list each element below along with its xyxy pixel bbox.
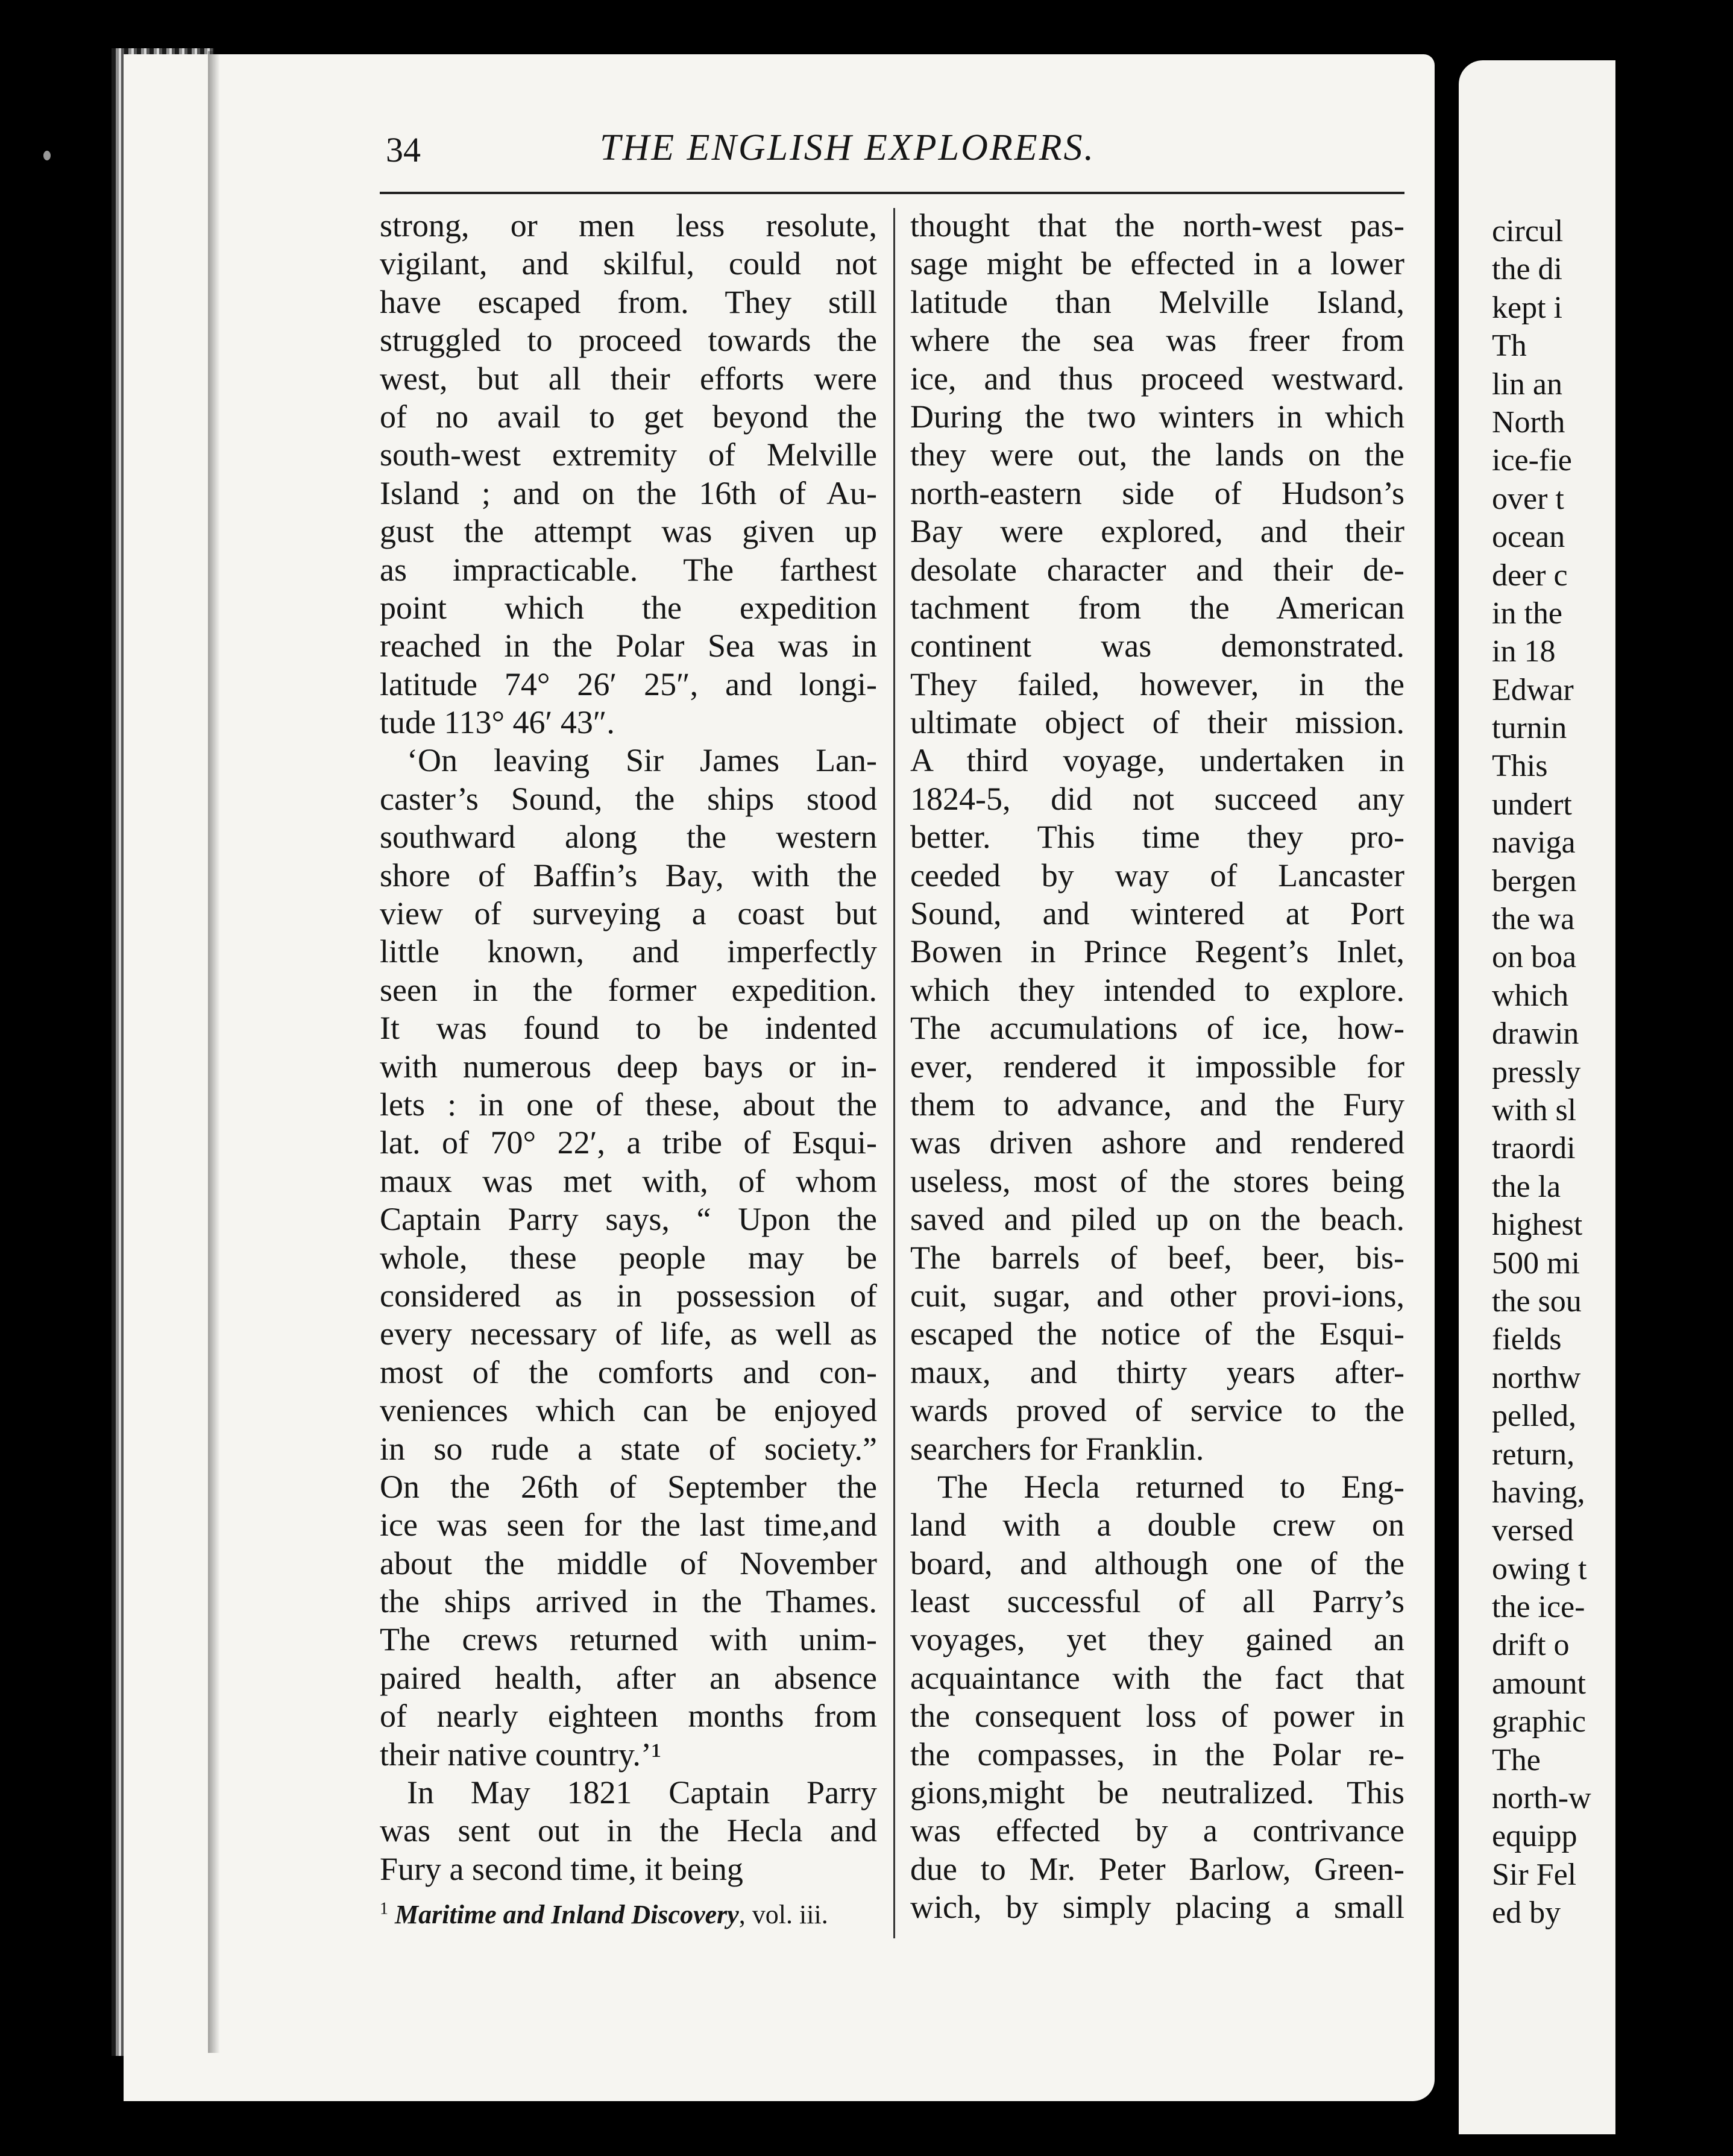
facing-page-line: undert <box>1492 787 1572 822</box>
left-column-line: reached in the Polar Sea was in <box>380 628 877 664</box>
left-column-line: ‘On leaving Sir James Lan- <box>407 742 877 779</box>
facing-page-line: drift o <box>1492 1628 1570 1663</box>
left-column-line: with numerous deep bays or in- <box>380 1048 877 1085</box>
left-column-line: every necessary of life, as well as <box>380 1316 877 1352</box>
right-column-line: acquaintance with the fact that <box>910 1659 1404 1696</box>
right-column-line: the compasses, in the Polar re- <box>910 1736 1404 1773</box>
facing-page-line: pelled, <box>1492 1399 1577 1434</box>
left-column-line: as impracticable. The farthest <box>380 551 877 588</box>
facing-page-line: equipp <box>1492 1819 1577 1854</box>
facing-page-line: return, <box>1492 1437 1575 1472</box>
right-column-line: least successful of all Parry’s <box>910 1583 1404 1620</box>
right-column-line: the consequent loss of power in <box>910 1698 1404 1735</box>
header-rule <box>380 192 1404 194</box>
left-column-line: point which the expedition <box>380 589 877 626</box>
left-column-line: of no avail to get beyond the <box>380 398 877 435</box>
left-column-line: Island ; and on the 16th of Au- <box>380 474 877 511</box>
left-column-line: lat. of 70° 22′, a tribe of Esqui- <box>380 1124 877 1161</box>
left-column-line: west, but all their efforts were <box>380 360 877 397</box>
facing-page-line: deer c <box>1492 558 1568 593</box>
left-column-line: On the 26th of September the <box>380 1468 877 1505</box>
right-column-line: them to advance, and the Fury <box>910 1086 1404 1123</box>
left-column-line: the ships arrived in the Thames. <box>380 1583 877 1620</box>
facing-page-line: which <box>1492 978 1569 1013</box>
right-column-line: which they intended to explore. <box>910 971 1404 1008</box>
right-column-line: cuit, sugar, and other provi-ions, <box>910 1277 1404 1314</box>
column-divider <box>893 208 895 1938</box>
left-column-line: Captain Parry says, “ Upon the <box>380 1201 877 1238</box>
facing-page-line: the la <box>1492 1169 1561 1204</box>
facing-page-line: Sir Fel <box>1492 1857 1577 1892</box>
facing-page-line: circul <box>1492 214 1564 248</box>
left-column-line: ice was seen for the last time,and <box>380 1507 877 1543</box>
right-column-line: wich, by simply placing a small <box>910 1889 1404 1926</box>
right-column-line: continent was demonstrated. <box>910 628 1404 664</box>
facing-page-line: kept i <box>1492 290 1562 325</box>
dust-speck <box>43 151 51 160</box>
right-column-line: better. This time they pro- <box>910 819 1404 856</box>
left-column-line: Fury a second time, it being <box>380 1850 743 1887</box>
left-column-line: paired health, after an absence <box>380 1659 877 1696</box>
left-column-line: strong, or men less resolute, <box>380 207 877 244</box>
left-column-line: southward along the western <box>380 819 877 856</box>
right-column-line: searchers for Franklin. <box>910 1430 1204 1467</box>
right-column-line: thought that the north-west pas- <box>910 207 1404 244</box>
left-column-line: struggled to proceed towards the <box>380 322 877 359</box>
facing-page-line: ed by <box>1492 1896 1561 1931</box>
facing-page-line: turnin <box>1492 711 1567 746</box>
left-column-line: south-west extremity of Melville <box>380 437 877 473</box>
right-column-line: Bay were explored, and their <box>910 513 1404 550</box>
facing-page-line: with sl <box>1492 1092 1577 1127</box>
right-column-line: board, and although one of the <box>910 1545 1404 1581</box>
right-column-line: 1824-5, did not succeed any <box>910 780 1404 817</box>
left-column-line: was sent out in the Hecla and <box>380 1812 877 1849</box>
left-column-line: whole, these people may be <box>380 1239 877 1276</box>
right-column-line: tachment from the American <box>910 589 1404 626</box>
facing-page-line: North <box>1492 405 1565 440</box>
facing-page-line: over t <box>1492 481 1564 516</box>
right-column-line: ever, rendered it impossible for <box>910 1048 1404 1085</box>
facing-page-line: graphic <box>1492 1704 1586 1739</box>
right-column-line: A third voyage, undertaken in <box>910 742 1404 779</box>
page-binding-shadow <box>208 51 220 2053</box>
facing-page-line: northw <box>1492 1360 1581 1395</box>
right-column-line: where the sea was freer from <box>910 322 1404 359</box>
right-column-line: maux, and thirty years after- <box>910 1354 1404 1390</box>
facing-page-line: The <box>1492 1742 1541 1777</box>
right-column-line: they were out, the lands on the <box>910 437 1404 473</box>
right-column-line: They failed, however, in the <box>910 666 1404 702</box>
left-column-line: their native country.’¹ <box>380 1736 662 1773</box>
facing-page-line: traordi <box>1492 1131 1576 1166</box>
right-column-line: north-eastern side of Hudson’s <box>910 474 1404 511</box>
facing-page-line: highest <box>1492 1208 1583 1243</box>
facing-page-line: the di <box>1492 252 1562 287</box>
left-column-line: gust the attempt was given up <box>380 513 877 550</box>
facing-page-line: ice-fie <box>1492 443 1572 478</box>
footnote-marker: 1 <box>380 1899 388 1918</box>
facing-page-line: Th <box>1492 329 1527 364</box>
facing-page-line: the ice- <box>1492 1590 1585 1625</box>
facing-page-line: fields <box>1492 1322 1562 1357</box>
page-header <box>386 127 1404 178</box>
right-column-line: Sound, and wintered at Port <box>910 895 1404 932</box>
facing-page-text <box>1492 212 1733 1932</box>
facing-page <box>1459 60 1615 2134</box>
right-column-line: escaped the notice of the Esqui- <box>910 1316 1404 1352</box>
footnote-volume: , vol. iii. <box>738 1900 828 1929</box>
facing-page-line: versed <box>1492 1513 1574 1548</box>
right-column-line: desolate character and their de- <box>910 551 1404 588</box>
right-column-line: wards proved of service to the <box>910 1392 1404 1429</box>
right-column-line: saved and piled up on the beach. <box>910 1201 1404 1238</box>
facing-page-line: Edwar <box>1492 672 1574 707</box>
left-column-line: lets : in one of these, about the <box>380 1086 877 1123</box>
facing-page-line: north-w <box>1492 1781 1591 1816</box>
left-column-line: veniences which can be enjoyed <box>380 1392 877 1429</box>
facing-page-line: drawin <box>1492 1017 1579 1051</box>
left-column-line: vigilant, and skilful, could not <box>380 245 877 282</box>
right-column-line: was effected by a contrivance <box>910 1812 1404 1849</box>
footnote-source: Maritime and Inland Discovery <box>395 1900 739 1929</box>
left-column-line: in so rude a state of society.” <box>380 1430 877 1467</box>
right-column-line: The barrels of beef, beer, bis- <box>910 1239 1404 1276</box>
facing-page-line: in 18 <box>1492 634 1556 669</box>
left-column-line: view of surveying a coast but <box>380 895 877 932</box>
right-column-line: The Hecla returned to Eng- <box>937 1468 1404 1505</box>
right-column-line: gions,might be neutralized. This <box>910 1774 1404 1811</box>
facing-page-line: the sou <box>1492 1284 1582 1319</box>
facing-page-line: amount <box>1492 1666 1586 1701</box>
facing-page-line: having, <box>1492 1475 1585 1510</box>
left-column-line: little known, and imperfectly <box>380 933 877 970</box>
facing-page-line: the wa <box>1492 902 1575 937</box>
facing-page-line: naviga <box>1492 825 1576 860</box>
left-text-column <box>380 207 877 1888</box>
right-column-line: ice, and thus proceed westward. <box>910 360 1404 397</box>
right-column-line: voyages, yet they gained an <box>910 1621 1404 1658</box>
left-column-line: The crews returned with unim- <box>380 1621 877 1658</box>
left-column-line: have escaped from. They still <box>380 283 877 320</box>
facing-page-line: owing t <box>1492 1551 1587 1586</box>
footnote <box>380 1899 880 1930</box>
right-column-line: land with a double crew on <box>910 1507 1404 1543</box>
left-column-line: caster’s Sound, the ships stood <box>380 780 877 817</box>
left-column-line: of nearly eighteen months from <box>380 1698 877 1735</box>
left-column-line: latitude 74° 26′ 25″, and longi- <box>380 666 877 702</box>
right-column-line: ceeded by way of Lancaster <box>910 857 1404 894</box>
right-column-line: The accumulations of ice, how- <box>910 1010 1404 1047</box>
right-column-line: latitude than Melville Island, <box>910 283 1404 320</box>
right-column-line: useless, most of the stores being <box>910 1162 1404 1199</box>
right-column-line: During the two winters in which <box>910 398 1404 435</box>
running-title: THE ENGLISH EXPLORERS. <box>600 127 1096 168</box>
facing-page-line: ocean <box>1492 520 1565 555</box>
facing-page-line: 500 mi <box>1492 1246 1580 1281</box>
right-column-line: ultimate object of their mission. <box>910 704 1404 741</box>
right-column-line: was driven ashore and rendered <box>910 1124 1404 1161</box>
left-column-line: considered as in possession of <box>380 1277 877 1314</box>
right-column-line: due to Mr. Peter Barlow, Green- <box>910 1850 1404 1887</box>
left-column-line: shore of Baffin’s Bay, with the <box>380 857 877 894</box>
left-column-line: It was found to be indented <box>380 1010 877 1047</box>
facing-page-line: in the <box>1492 596 1562 631</box>
left-column-line: tude 113° 46′ 43″. <box>380 704 615 741</box>
left-column-line: most of the comforts and con- <box>380 1354 877 1390</box>
left-column-line: In May 1821 Captain Parry <box>407 1774 877 1811</box>
right-column-line: sage might be effected in a lower <box>910 245 1404 282</box>
facing-page-line: bergen <box>1492 863 1577 898</box>
right-column-line: Bowen in Prince Regent’s Inlet, <box>910 933 1404 970</box>
left-column-line: about the middle of November <box>380 1545 877 1581</box>
right-text-column <box>910 207 1404 1927</box>
left-column-line: maux was met with, of whom <box>380 1162 877 1199</box>
facing-page-line: pressly <box>1492 1054 1581 1089</box>
facing-page-line: This <box>1492 749 1548 784</box>
facing-page-line: lin an <box>1492 367 1562 402</box>
left-column-line: seen in the former expedition. <box>380 971 877 1008</box>
facing-page-line: on boa <box>1492 940 1577 975</box>
page-number: 34 <box>386 130 421 169</box>
